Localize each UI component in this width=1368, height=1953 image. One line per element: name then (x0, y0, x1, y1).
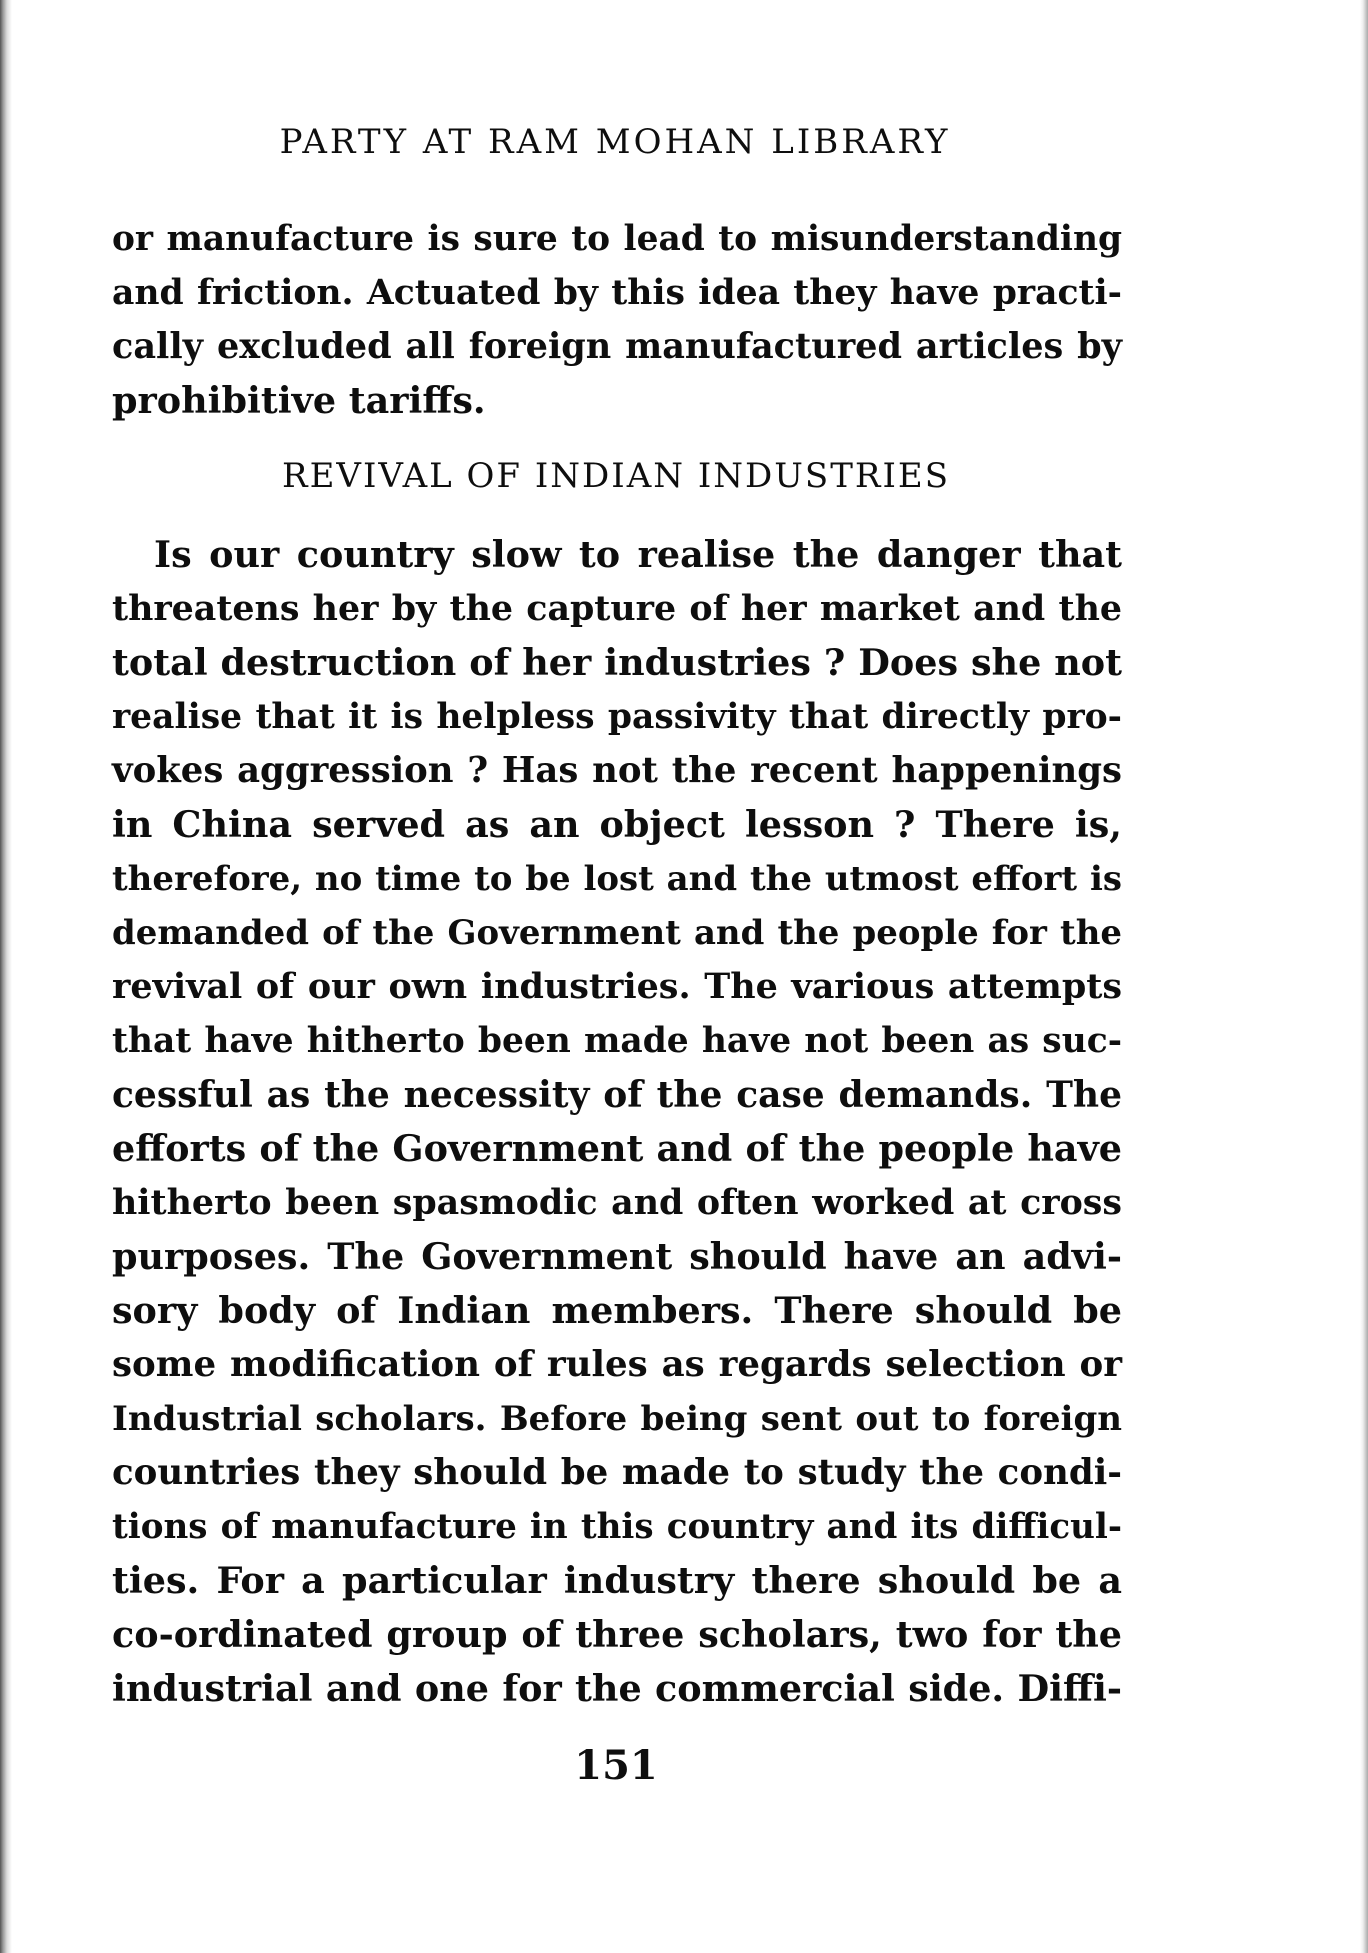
text-line: sory body of Indian members. There should be (112, 1289, 1122, 1332)
text-line: countries they should be made to study the condi- (112, 1452, 1122, 1493)
text-line: some modification of rules as regards selection or (112, 1344, 1122, 1385)
page-number: 151 (574, 1742, 658, 1789)
text-line: or manufacture is sure to lead to misunderstanding (112, 219, 1122, 259)
text-line: efforts of the Government and of the people have (112, 1127, 1122, 1170)
text-line: realise that it is helpless passivity that directly pro- (112, 697, 1122, 737)
scan-edge-right (1360, 0, 1368, 1953)
text-line: Is our country slow to realise the danger that (154, 533, 1122, 576)
paragraph-1 (112, 212, 1122, 428)
text-line: that have hitherto been made have not been as suc- (112, 1021, 1122, 1061)
text-line: vokes aggression ? Has not the recent happenings (112, 750, 1122, 791)
paragraph-2 (112, 528, 1122, 1716)
text-line: purposes. The Government should have an advi- (112, 1235, 1122, 1278)
text-line: tions of manufacture in this country and its difficul- (112, 1507, 1122, 1547)
text-line: therefore, no time to be lost and the utmost effort is (112, 859, 1122, 899)
text-line: cessful as the necessity of the case demands. The (112, 1074, 1122, 1116)
text-line: ties. For a particular industry there should be a (112, 1559, 1122, 1602)
scan-edge-left (0, 0, 12, 1953)
text-line: and friction. Actuated by this idea they have practi- (112, 273, 1122, 313)
running-head: PARTY AT RAM MOHAN LIBRARY (279, 122, 951, 162)
section-heading: REVIVAL OF INDIAN INDUSTRIES (281, 456, 951, 496)
text-line: threatens her by the capture of her market and the (112, 588, 1122, 629)
text-line: hitherto been spasmodic and often worked at cross (112, 1182, 1122, 1223)
text-line: prohibitive tariffs. (112, 379, 486, 422)
text-line: in China served as an object lesson ? There is, (112, 803, 1122, 846)
text-line: industrial and one for the commercial side. Diffi- (112, 1667, 1122, 1710)
text-line: co-ordinated group of three scholars, two for the (112, 1613, 1122, 1656)
text-line: total destruction of her industries ? Does she not (112, 641, 1122, 684)
text-line: revival of our own industries. The various attempts (112, 966, 1122, 1007)
text-line: Industrial scholars. Before being sent out to foreign (112, 1399, 1122, 1439)
text-line: demanded of the Government and the people for the (112, 913, 1122, 953)
text-line: cally excluded all foreign manufactured articles by (112, 326, 1122, 367)
